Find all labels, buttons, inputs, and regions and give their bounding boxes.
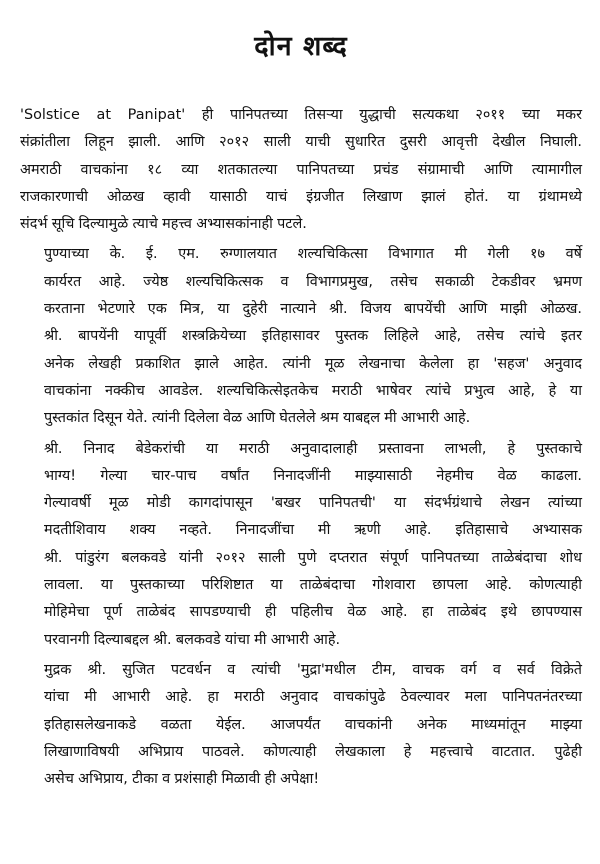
- text-line: 'Solstice at Panipat' ही पानिपतच्या तिसऱ्या युद्धाची सत्यकथा २०११ च्या मकर: [20, 107, 582, 123]
- text-line: इतिहासलेखनाकडे वळता येईल. आजपर्यंत वाचकांनी अनेक माध्यमांतून माझ्या: [44, 716, 582, 733]
- text-line: परवानगी दिल्याबद्दल श्री. बलकवडे यांचा मी आभारी आहे.: [44, 631, 341, 648]
- text-line: श्री. बापयेंनी यापूर्वी शस्त्रक्रियेच्या इतिहासावर पुस्तक लिहिले आहे, तसेच त्यांचे इतर: [44, 328, 582, 345]
- page-title: दोन शब्द: [254, 31, 348, 62]
- text-line: भाग्य! गेल्या चार-पाच वर्षांत निनादजींनी माझ्यासाठी नेहमीच वेळ काढला.: [44, 467, 582, 484]
- text-line: श्री. निनाद बेडेकरांची या मराठी अनुवादालाही प्रस्तावना लाभली, हे पुस्तकाचे: [44, 440, 582, 457]
- text-line: करताना भेटणारे एक मित्र, या दुहेरी नात्याने श्री. विजय बापयेंची आणि माझी ओळख.: [44, 301, 582, 318]
- paragraph-3: [20, 436, 582, 654]
- text-line: संदर्भ सूचि दिल्यामुळे त्याचे महत्त्व अभ्यासकांनाही पटले.: [20, 216, 307, 233]
- text-line: मोहिमेचा पूर्ण ताळेबंद सापडण्याची ही पहिलीच वेळ आहे. हा ताळेबंद इथे छापण्यास: [44, 604, 582, 621]
- text-line: अमराठी वाचकांना १८ व्या शतकातल्या पानिपतच्या प्रचंड संग्रामाची आणि त्यामागील: [20, 161, 582, 178]
- text-line: यांचा मी आभारी आहे. हा मराठी अनुवाद वाचकांपुढे ठेवल्यावर मला पानिपतनंतरच्या: [44, 689, 582, 706]
- text-line: पुस्तकांत दिसून येते. त्यांनी दिलेला वेळ आणि घेतलेले श्रम याबद्दल मी आभारी आहे.: [44, 410, 471, 427]
- text-line: वाचकांना नक्कीच आवडेल. शल्यचिकित्सेइतकेच मराठी भाषेवर त्यांचे प्रभुत्व आहे, हे या: [44, 382, 582, 399]
- text-line: श्री. पांडुरंग बलकवडे यांनी २०१२ साली पुणे दप्तरात संपूर्ण पानिपतच्या ताळेबंदाचा शोध: [44, 549, 582, 566]
- text-line: लिखाणाविषयी अभिप्राय पाठवले. कोणत्याही लेखकाला हे महत्त्वाचे वाटतात. पुढेही: [44, 743, 582, 760]
- paragraph-1: [20, 102, 582, 238]
- text-line: संक्रांतीला लिहून झाली. आणि २०१२ साली याची सुधारित दुसरी आवृत्ती देखील निघाली.: [20, 134, 582, 151]
- text-line: कार्यरत आहे. ज्येष्ठ शल्यचिकित्सक व विभागप्रमुख, तसेच सकाळी टेकडीवर भ्रमण: [44, 273, 582, 290]
- paragraph-4: [20, 657, 582, 793]
- text-line: असेच अभिप्राय, टीका व प्रशंसाही मिळावी ही अपेक्षा!: [44, 771, 320, 788]
- text-line: मदतीशिवाय शक्य नव्हते. निनादजींचा मी ऋणी आहे. इतिहासाचे अभ्यासक: [44, 522, 582, 539]
- paragraph-2: [20, 241, 582, 432]
- text-line: मुद्रक श्री. सुजित पटवर्धन व त्यांची 'मुद्रा'मधील टीम, वाचक वर्ग व सर्व विक्रेते: [44, 661, 582, 678]
- text-line: अनेक लेखही प्रकाशित झाले आहेत. त्यांनी मूळ लेखनाचा केलेला हा 'सहज' अनुवाद: [44, 355, 582, 372]
- text-line: गेल्यावर्षी मूळ मोडी कागदांपासून 'बखर पानिपतची' या संदर्भग्रंथाचे लेखन त्यांच्या: [44, 495, 582, 512]
- text-line: पुण्याच्या के. ई. एम. रुग्णालयात शल्यचिकित्सा विभागात मी गेली १७ वर्षे: [44, 246, 582, 263]
- text-line: राजकारणाची ओळख व्हावी यासाठी याचं इंग्रजीत लिखाण झालं होतं. या ग्रंथामध्ये: [20, 188, 582, 205]
- text-line: लावला. या पुस्तकाच्या परिशिष्टात या ताळेबंदाचा गोशवारा छापला आहे. कोणत्याही: [44, 577, 582, 594]
